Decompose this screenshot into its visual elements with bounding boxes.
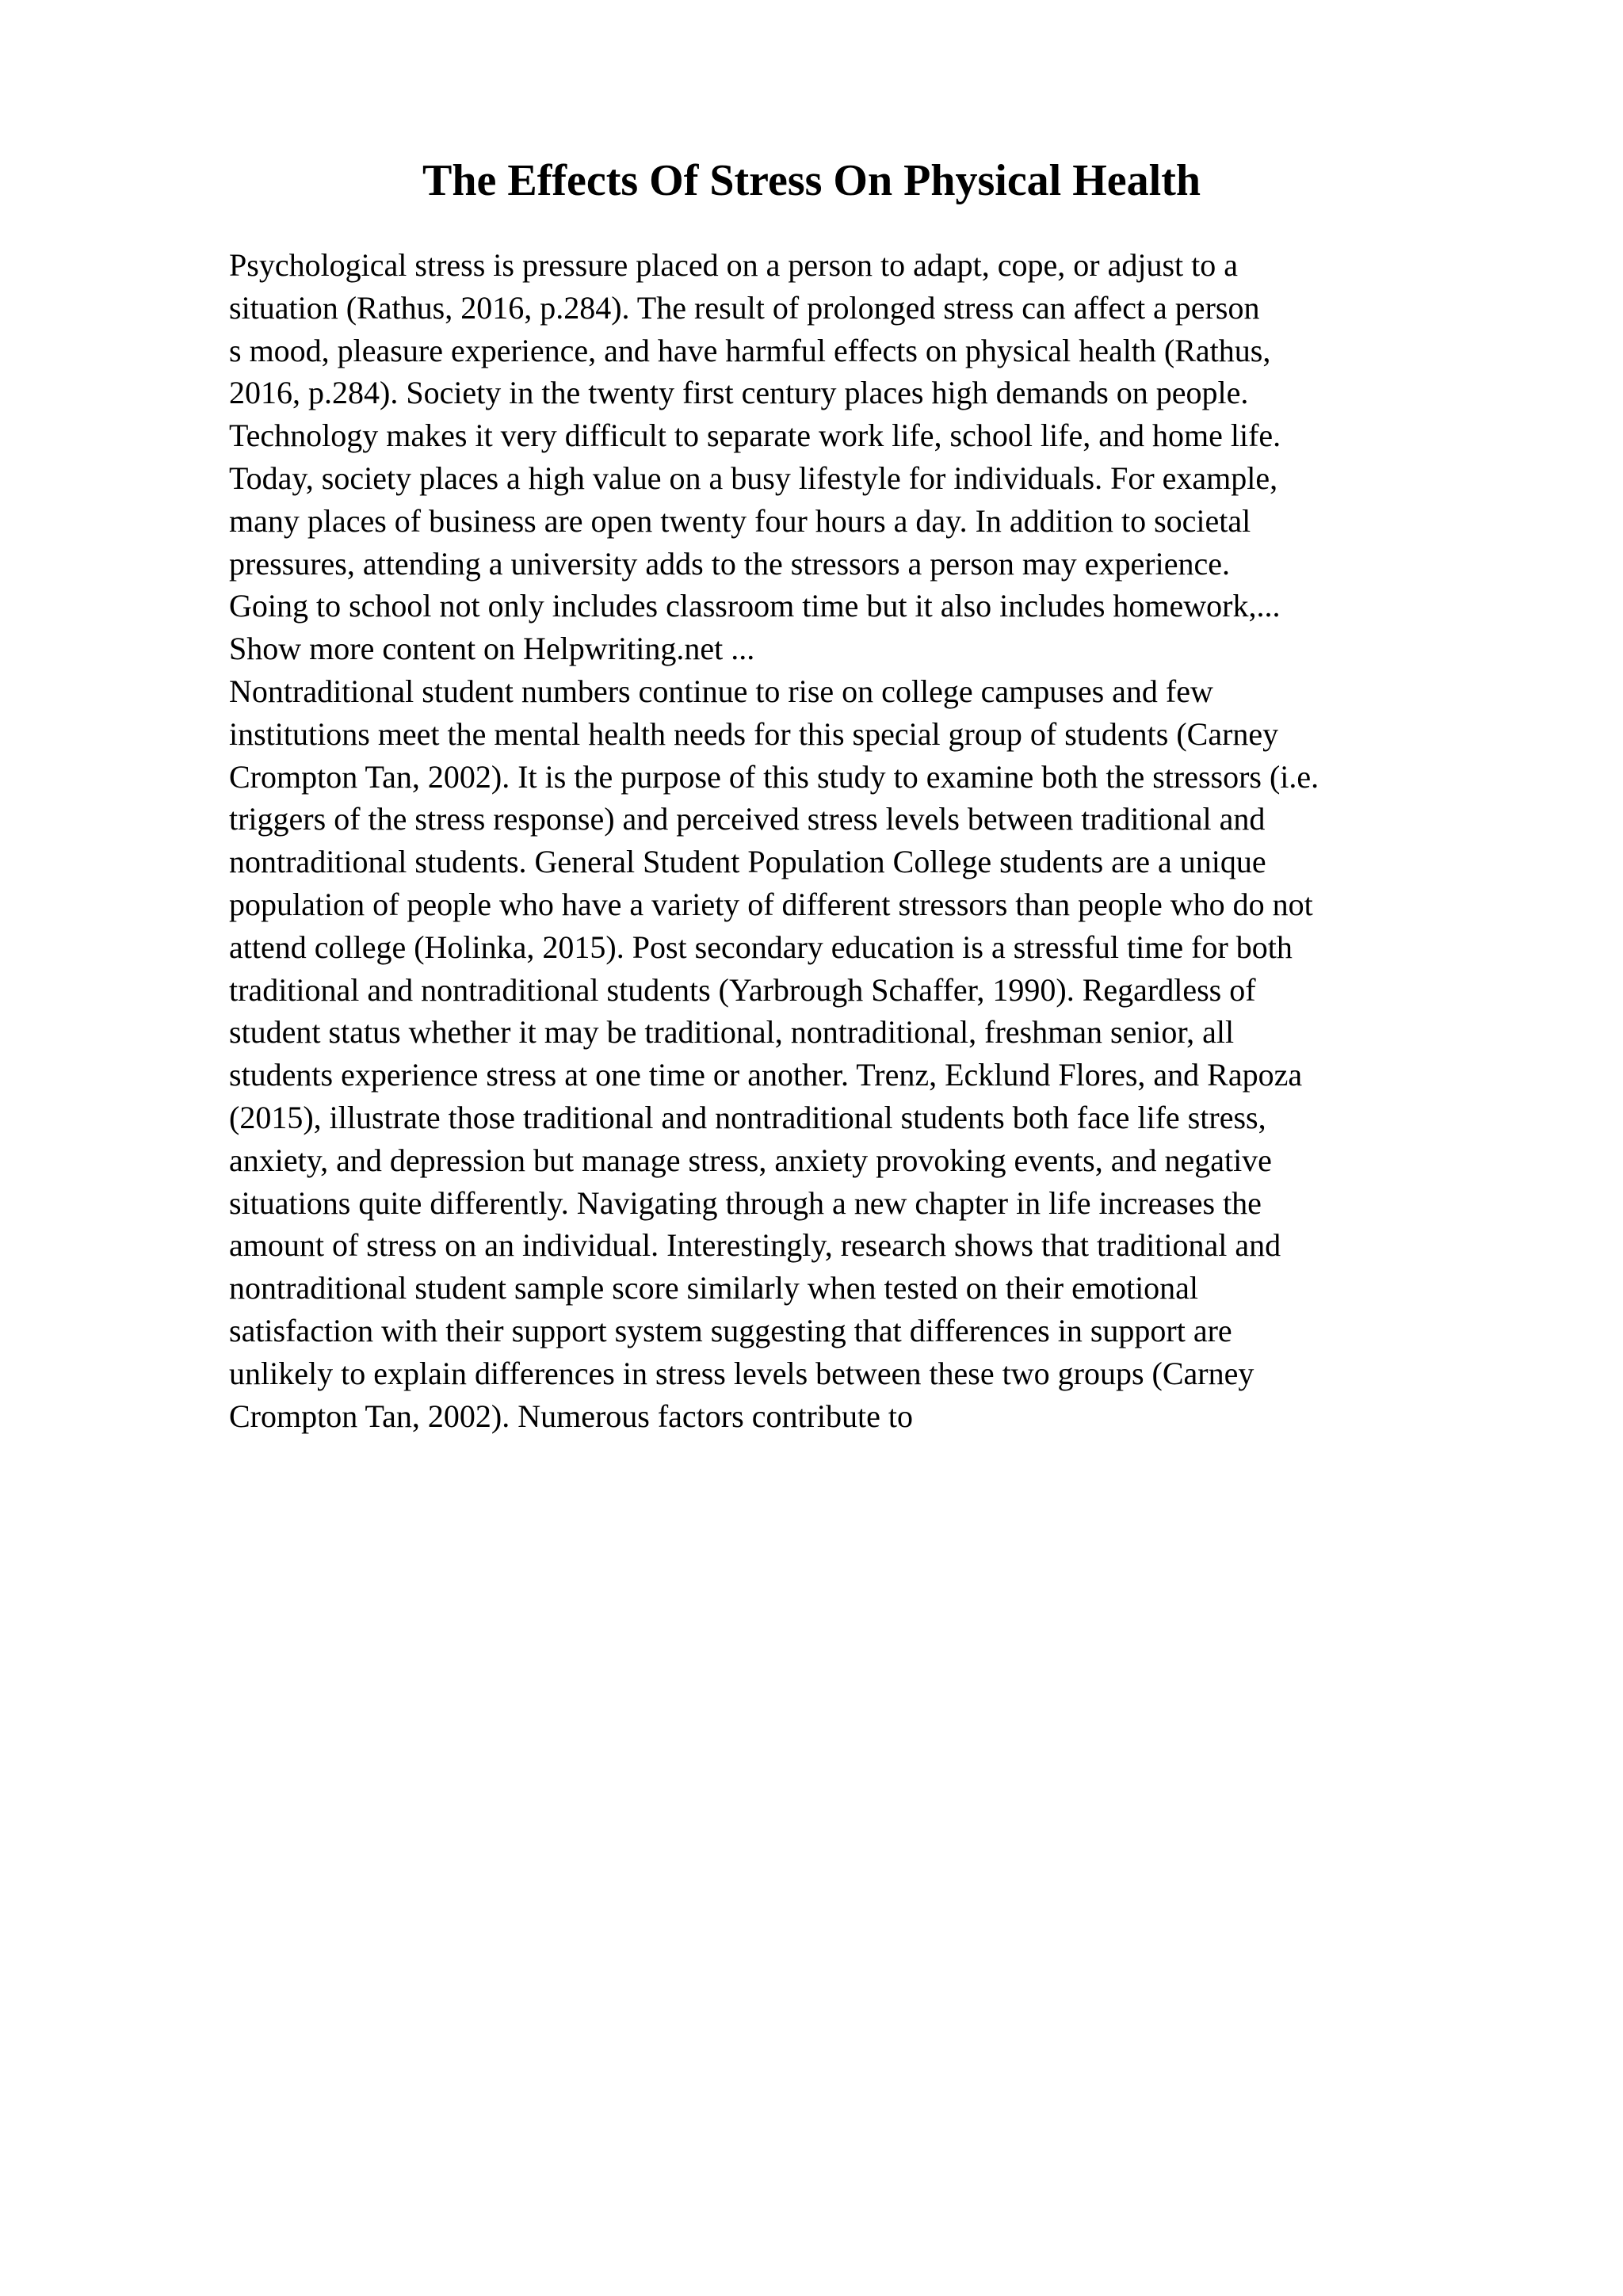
body-line: student status whether it may be traditional, nontraditional, freshman senior, all bbox=[229, 1014, 1235, 1051]
body-line: attend college (Holinka, 2015). Post secondary education is a stressful time for both bbox=[229, 929, 1293, 965]
body-line: institutions meet the mental health needs for this special group of students (Carney bbox=[229, 715, 1279, 752]
document-title: The Effects Of Stress On Physical Health bbox=[422, 156, 1201, 205]
body-line: population of people who have a variety of different stressors than people who do not bbox=[229, 886, 1313, 922]
body-line: pressures, attending a university adds to the stressors a person may experience. bbox=[229, 545, 1230, 582]
document-body bbox=[229, 244, 1623, 1437]
body-line: nontraditional student sample score similarly when tested on their emotional bbox=[229, 1270, 1199, 1306]
body-line: triggers of the stress response) and perceived stress levels between traditional and bbox=[229, 801, 1266, 837]
body-line: anxiety, and depression but manage stress, anxiety provoking events, and negative bbox=[229, 1142, 1272, 1178]
body-line: Crompton Tan, 2002). Numerous factors contribute to bbox=[229, 1398, 913, 1434]
body-line: Technology makes it very difficult to separate work life, school life, and home life. bbox=[229, 418, 1281, 454]
body-line: Today, society places a high value on a busy lifestyle for individuals. For example, bbox=[229, 460, 1278, 496]
body-line: nontraditional students. General Student Population College students are a unique bbox=[229, 844, 1266, 880]
body-line: Nontraditional student numbers continue to rise on college campuses and few bbox=[229, 673, 1213, 709]
body-line: situation (Rathus, 2016, p.284). The result of prolonged stress can affect a person bbox=[229, 289, 1260, 326]
body-line: amount of stress on an individual. Interestingly, research shows that traditional and bbox=[229, 1227, 1281, 1264]
body-line: Crompton Tan, 2002). It is the purpose of this study to examine both the stressors (i.e. bbox=[229, 758, 1319, 795]
body-line: (2015), illustrate those traditional and nontraditional students both face life stress, bbox=[229, 1099, 1266, 1135]
body-line: unlikely to explain differences in stress levels between these two groups (Carney bbox=[229, 1355, 1254, 1391]
body-line: students experience stress at one time or another. Trenz, Ecklund Flores, and Rapoza bbox=[229, 1057, 1303, 1093]
body-line: situations quite differently. Navigating through a new chapter in life increases the bbox=[229, 1184, 1262, 1221]
body-line: many places of business are open twenty four hours a day. In addition to societal bbox=[229, 502, 1251, 539]
body-line: traditional and nontraditional students (Yarbrough Schaffer, 1990). Regardless of bbox=[229, 971, 1256, 1008]
body-line: s mood, pleasure experience, and have harmful effects on physical health (Rathus, bbox=[229, 332, 1271, 368]
body-line: Psychological stress is pressure placed on a person to adapt, cope, or adjust to a bbox=[229, 247, 1239, 283]
body-line: satisfaction with their support system suggesting that differences in support are bbox=[229, 1312, 1232, 1348]
body-line: Going to school not only includes classroom time but it also includes homework,... bbox=[229, 588, 1281, 624]
body-line: 2016, p.284). Society in the twenty first century places high demands on people. bbox=[229, 375, 1249, 411]
show-more-link[interactable]: Show more content on Helpwriting.net ... bbox=[229, 631, 755, 667]
